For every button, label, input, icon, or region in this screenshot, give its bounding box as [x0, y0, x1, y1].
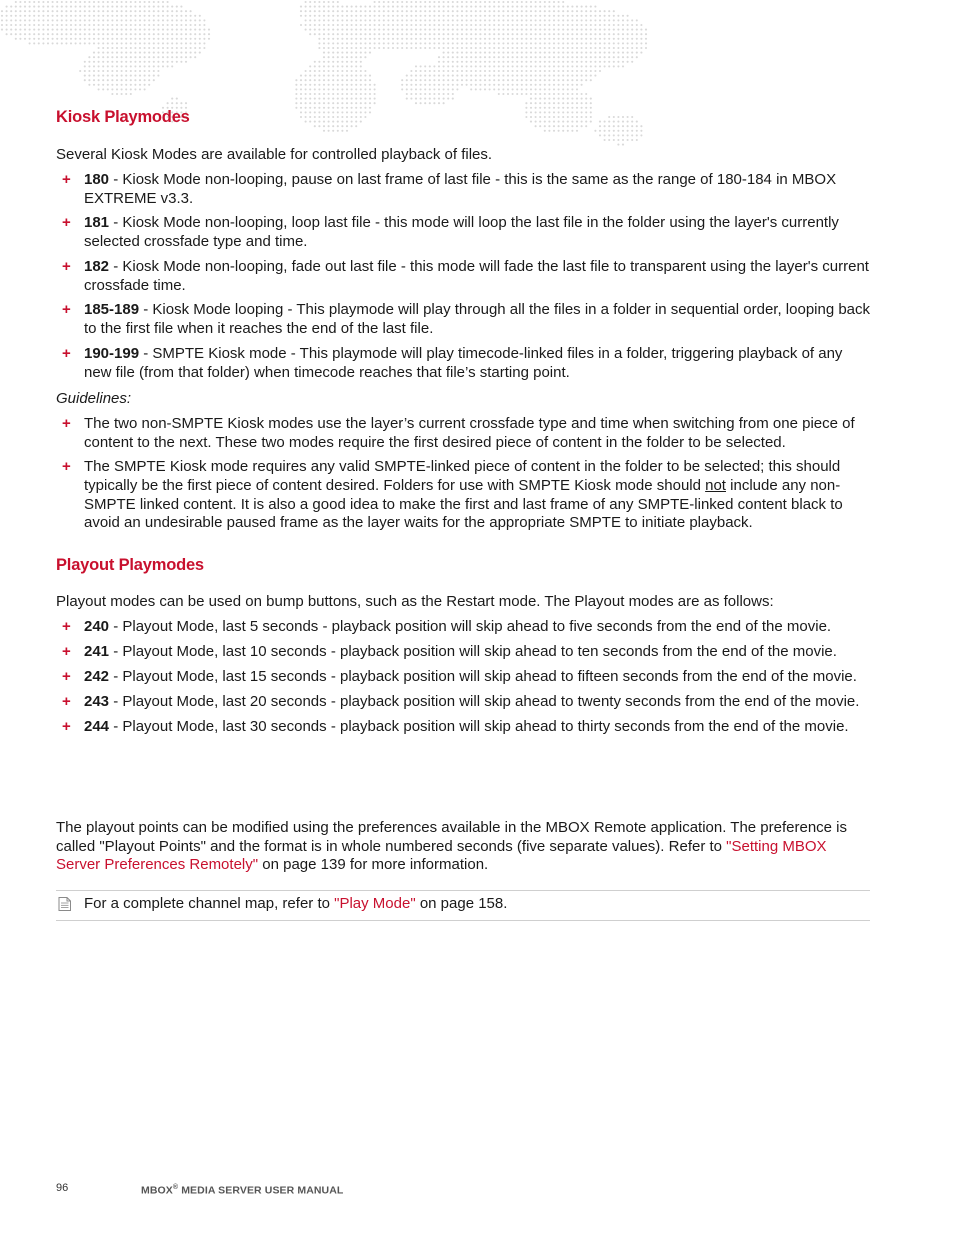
list-item: + 185-189 - Kiosk Mode looping - This playmode will play through all the files in a folder in sequential order, looping back to the first file when it reaches the end of the last file. — [62, 301, 871, 338]
note-box — [56, 890, 870, 921]
page-number: 96 — [56, 1182, 69, 1194]
list-item: + 243 - Playout Mode, last 20 seconds - playback position will skip ahead to twenty seconds from the end of the movie. — [62, 692, 860, 710]
footer-title: MBOX® MEDIA SERVER USER MANUAL — [141, 1184, 344, 1197]
plus-bullet-icon: + — [62, 344, 71, 362]
kiosk-list — [56, 171, 872, 388]
plus-bullet-icon: + — [62, 301, 71, 319]
guidelines-list — [56, 415, 872, 539]
list-item: + 190-199 - SMPTE Kiosk mode - This playmode will play timecode-linked files in a folder, triggering playback of any new file (from that folder) when timecode reaches that file’s starting point. — [62, 344, 843, 381]
playout-list — [56, 618, 872, 742]
world-map-dot-background — [0, 0, 700, 170]
list-item: + 180 - Kiosk Mode non-looping, pause on last frame of last file - this is the same as the range of 180-184 in MBOX EXTREME v3.3. — [62, 171, 837, 207]
plus-bullet-icon: + — [62, 692, 71, 710]
list-item: + 182 - Kiosk Mode non-looping, fade out last file - this mode will fade the last file to transparent using the layer's current crossfade time. — [62, 257, 869, 294]
list-item: + 240 - Playout Mode, last 5 seconds - playback position will skip ahead to five seconds from the end of the movie. — [62, 618, 832, 635]
plus-bullet-icon: + — [62, 214, 71, 232]
list-item: + 244 - Playout Mode, last 30 seconds - playback position will skip ahead to thirty seconds from the end of the movie. — [62, 717, 849, 735]
play-mode-link[interactable]: "Play Mode" — [334, 895, 416, 912]
note-text: For a complete channel map, refer to "Play Mode" on page 158. — [84, 895, 508, 912]
list-item: + The two non-SMPTE Kiosk modes use the layer’s current crossfade type and time when switching from one piece of content to the next. These two modes require the first desired piece of content in the folder to be selected. — [62, 415, 855, 451]
plus-bullet-icon: + — [62, 171, 71, 188]
note-page-icon — [58, 897, 71, 911]
kiosk-intro: Several Kiosk Modes are available for controlled playback of files. — [56, 146, 493, 163]
list-item: + 181 - Kiosk Mode non-looping, loop last file - this mode will loop the last file in the folder using the layer's currently selected crossfade type and time. — [62, 214, 839, 251]
plus-bullet-icon: + — [62, 642, 71, 660]
plus-bullet-icon: + — [62, 257, 71, 275]
plus-bullet-icon: + — [62, 618, 71, 635]
playout-outro: The playout points can be modified using the preferences available in the MBOX Remote application. The preference is called "Playout Points" and the format is in whole numbered seconds (five separate values). Refer to "Setting MBOX Server Preferences Remotely" on page 139 for more information. — [56, 819, 848, 874]
plus-bullet-icon: + — [62, 717, 71, 735]
plus-bullet-icon: + — [62, 458, 71, 476]
list-item: + The SMPTE Kiosk mode requires any valid SMPTE-linked piece of content in the folder to be selected; this should typically be the first piece of content desired. Folders for use with SMPTE Kiosk mode should not include any non-SMPTE linked content. It is also a good idea to make the first and last frame of any SMPTE-linked content black to avoid an undesirable paused frame as the layer waits for the appropriate SMPTE to initiate playback. — [62, 458, 843, 532]
list-item: + 242 - Playout Mode, last 15 seconds - playback position will skip ahead to fifteen seconds from the end of the movie. — [62, 667, 857, 685]
kiosk-heading: Kiosk Playmodes — [56, 108, 190, 126]
plus-bullet-icon: + — [62, 667, 71, 685]
playout-heading: Playout Playmodes — [56, 556, 204, 574]
playout-intro: Playout modes can be used on bump buttons, such as the Restart mode. The Playout modes are as follows: — [56, 593, 774, 610]
setting-preferences-link[interactable]: "Setting MBOX Server Preferences Remotely" — [56, 837, 827, 874]
guidelines-label: Guidelines: — [56, 390, 132, 407]
plus-bullet-icon: + — [62, 415, 71, 432]
list-item: + 241 - Playout Mode, last 10 seconds - playback position will skip ahead to ten seconds from the end of the movie. — [62, 642, 837, 660]
